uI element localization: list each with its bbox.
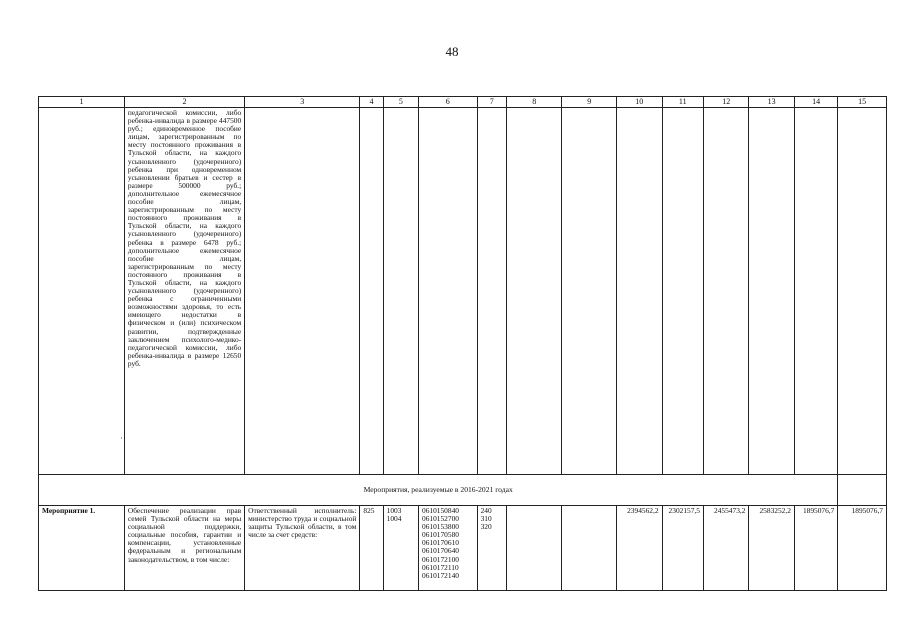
benefits-description-cell: педагогической комиссии, либо ребенка-инвалида в размере 447500 руб.; единовременное пособие лицам, зарегистрированным по месту постоянного проживания в Тульской области, на каждого усыновленного (удочеренного) ребенка при одновременном усыновлении братьев и сестер в размере 500000 руб.; дополнительное ежемесячное пособие лицам, зарегистрированным по месту постоянного проживания в Тульской области, на каждого усыновленного (удочеренного) ребенка в размере 6478 руб.; дополнительное ежемесячное пособие лицам, зарегистрированным по месту постоянного проживания в Тульской области, на каждого усыновленного (удочеренного) ребенка с ограниченными возможностями здоровья, то есть имеющего недостатки в физическом и (или) психическом развитии, подтвержденные заключением психолого-медико-педагогической комиссии, либо ребенка-инвалида в размере 12650 руб.: [124, 108, 244, 475]
expense-type-codes: 240 310 320: [477, 506, 506, 591]
table-cell: [419, 108, 478, 475]
header-cell: 14: [794, 97, 837, 108]
table-cell: [360, 108, 383, 475]
table-cell: [506, 506, 562, 591]
header-cell: 1: [39, 97, 125, 108]
section-row: [39, 475, 887, 506]
header-cell: 7: [477, 97, 506, 108]
table-cell: [794, 108, 837, 475]
header-cell: 9: [562, 97, 617, 108]
table-header-row: [39, 97, 887, 108]
header-cell: 3: [245, 97, 360, 108]
table-cell: [838, 108, 887, 475]
section-codes: 1003 1004: [383, 506, 418, 591]
target-article-codes: 0610150840 0610152700 0610153800 0610170580 0610170610 0610170640 0610172100 0610172110 0610172140: [419, 506, 478, 591]
table-cell: [562, 108, 617, 475]
scan-mark: ·: [120, 434, 123, 443]
table-cell: [703, 108, 748, 475]
measure-name: Мероприятие 1.: [39, 506, 125, 591]
table-cell: [617, 108, 662, 475]
header-cell: 15: [838, 97, 887, 108]
header-cell: 13: [749, 97, 794, 108]
table-row: [39, 108, 887, 475]
grbs-code: 825: [360, 506, 383, 591]
measure-description: Обеспечение реализации прав семей Тульской области на меры социальной поддержки, социальные пособия, гарантии и компенсации, установленные федеральным и региональным законодательством, в том числе:: [124, 506, 244, 591]
header-cell: 11: [662, 97, 703, 108]
table-row: [39, 506, 887, 591]
amount-cell: 1895076,7: [794, 506, 837, 591]
page-number: 48: [445, 44, 459, 59]
amount-cell: 1895076,7: [838, 506, 887, 591]
table-cell: [477, 108, 506, 475]
amount-cell: 2583252,2: [749, 506, 794, 591]
header-cell: 12: [703, 97, 748, 108]
table-cell: [662, 108, 703, 475]
table-cell: [562, 506, 617, 591]
table-cell: [749, 108, 794, 475]
amount-cell: 2455473,2: [703, 506, 748, 591]
amount-cell: 2394562,2: [617, 506, 662, 591]
table-cell: [383, 108, 418, 475]
section-title: Мероприятия, реализуемые в 2016-2021 годах: [39, 475, 838, 506]
table-cell: [39, 108, 125, 475]
header-cell: 10: [617, 97, 662, 108]
amount-cell: 2302157,5: [662, 506, 703, 591]
table-cell: [506, 108, 562, 475]
header-cell: 2: [124, 97, 244, 108]
header-cell: 5: [383, 97, 418, 108]
budget-table: [38, 96, 887, 591]
header-cell: 8: [506, 97, 562, 108]
measure-responsible: Ответственный исполнитель: министерство труда и социальной защиты Тульской области, в том числе за счет средств:: [245, 506, 360, 591]
table-cell: [245, 108, 360, 475]
header-cell: 6: [419, 97, 478, 108]
table-cell: [838, 475, 887, 506]
header-cell: 4: [360, 97, 383, 108]
